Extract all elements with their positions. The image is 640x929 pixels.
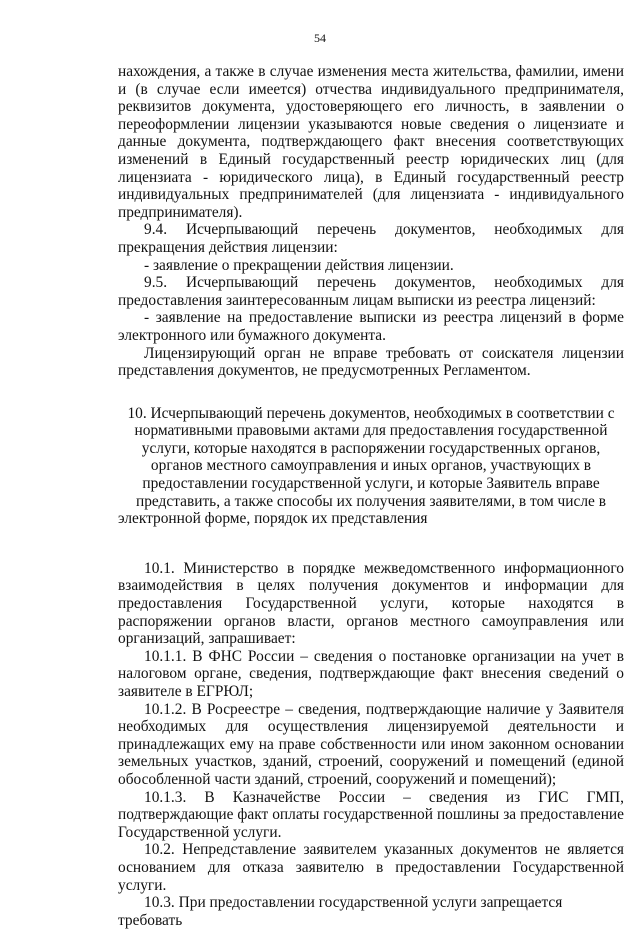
page-number: 54 [314,31,326,45]
list-item-extract-application: - заявление на предоставление выписки из реестра лицензий в форме электронного или бумажного документа. [118,309,624,344]
paragraph-10-3: 10.3. При предоставлении государственной услуги запрещается требовать [118,894,563,929]
paragraph-10-2: 10.2. Непредставление заявителем указанных документов не является основанием для отказа заявителю в предоставлении Государственной услуги. [118,841,624,894]
paragraph-10-1-3: 10.1.3. В Казначействе России – сведения из ГИС ГМП, подтверждающие факт оплаты государственной пошлины за предоставление Государственной услуги. [118,788,624,841]
paragraph-license-reissue-details: нахождения, а также в случае изменения места жительства, фамилии, имени и (в случае если имеется) отчества индивидуального предпринимателя, реквизитов документа, удостоверяющего его личность, в заявлении о переоформлении лицензии указываются новые сведения о лицензиате и данные документа, подтверждающего факт внесения соответствующих изменений в Единый государственный реестр юридических лиц (для лицензиата - юридического лица), в Единый государственный реестр индивидуальных предпринимателей (для лицензиата - индивидуального предпринимателя). [118,63,624,221]
list-item-termination-application: - заявление о прекращении действия лицензии. [144,256,454,274]
paragraph-9-4: 9.4. Исчерпывающий перечень документов, необходимых для прекращения действия лицензии: [118,221,624,256]
paragraph-10-1-2: 10.1.2. В Росреестре – сведения, подтверждающие наличие у Заявителя необходимых для осуществления лицензируемой деятельности и принадлежащих ему на праве собственности или ином законном основании земельных участков, зданий, строений, сооружений и помещений (единой обособленной части зданий, строений, сооружений и помещений); [118,700,624,788]
paragraph-10-1: 10.1. Министерство в порядке межведомственного информационного взаимодействия в целях получения документов и информации для предоставления Государственной услуги, которые находятся в распоряжении органов власти, органов местного самоуправления или организаций, запрашивает: [118,559,624,648]
document-body [118,63,624,929]
paragraph-10-1-1: 10.1.1. В ФНС России – сведения о постановке организации на учет в налоговом органе, сведения, подтверждающие факт внесения сведений о заявителе в ЕГРЮЛ; [118,647,624,700]
section-heading-10: 10. Исчерпывающий перечень документов, необходимых в соответствии с нормативными правовыми актами для предоставления государственной услуги, которые находятся в распоряжении государственных органов, органов местного самоуправления и иных органов, участвующих в предоставлении государственной услуги, и которые Заявитель вправе представить, а также способы их получения заявителями, в том числе в электронной форме, порядок их представления [118,404,615,528]
paragraph-9-5: 9.5. Исчерпывающий перечень документов, необходимых для предоставления заинтересованным лицам выписки из реестра лицензий: [118,274,624,309]
paragraph-no-extra-documents: Лицензирующий орган не вправе требовать от соискателя лицензии представления документов, не предусмотренных Регламентом. [118,344,624,380]
